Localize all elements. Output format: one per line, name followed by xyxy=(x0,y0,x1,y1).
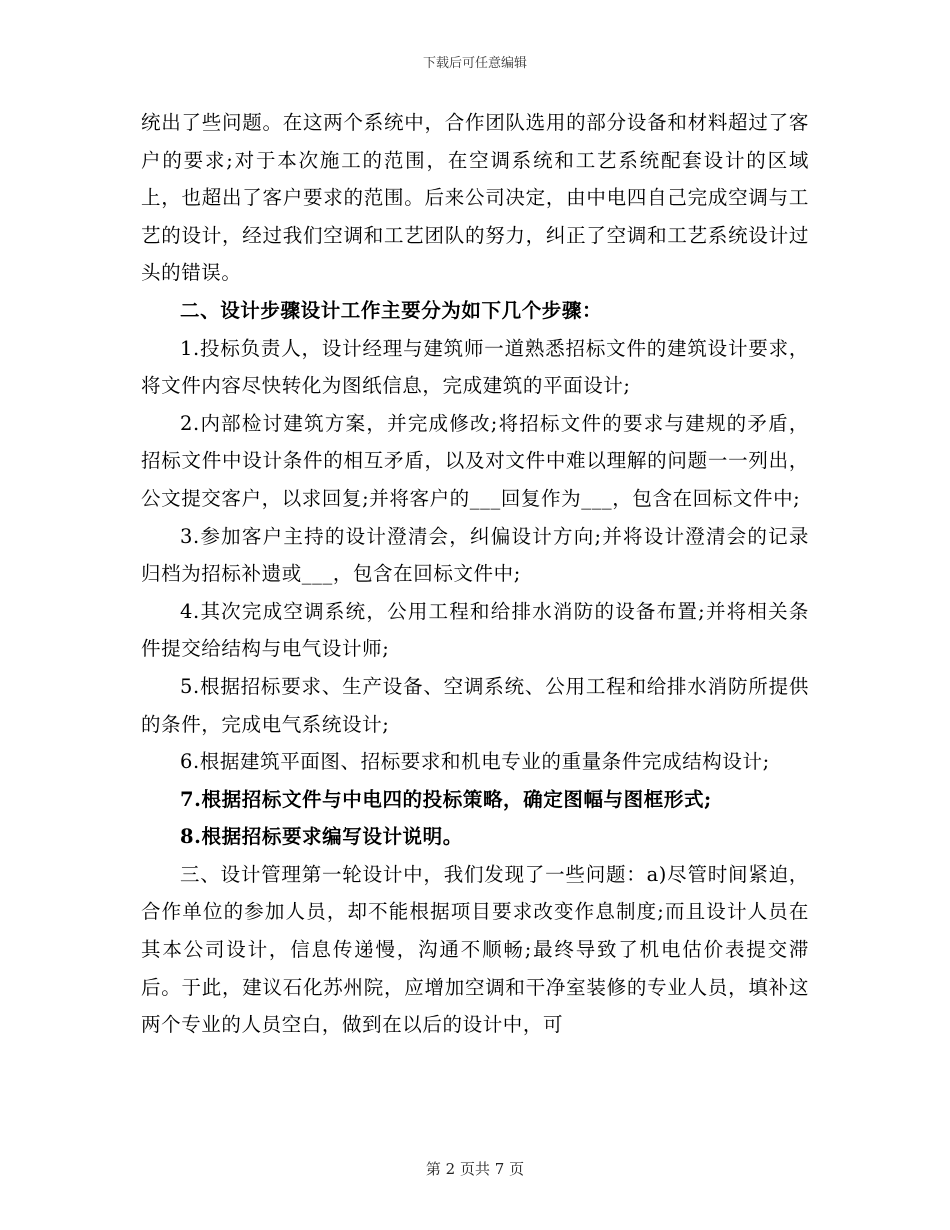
list-item-step-6: 6.根据建筑平面图、招标要求和机电专业的重量条件完成结构设计; xyxy=(180,750,770,774)
list-item-step-8: 8.根据招标要求编写设计说明。 xyxy=(180,825,463,849)
list-item-step-4: 4.其次完成空调系统，公用工程和给排水消防的设备布置;并将相关条件提交给结构与电气设计师; xyxy=(141,599,809,661)
list-item-step-3: 3.参加客户主持的设计澄清会，纠偏设计方向;并将设计澄清会的记录归档为招标补遗或___，包含在回标文件中; xyxy=(141,524,809,586)
section-heading-design-steps: 二、设计步骤设计工作主要分为如下几个步骤： xyxy=(180,298,603,322)
page-header: 下载后可任意编辑 xyxy=(422,56,527,71)
page-number: 第 2 页共 7 页 xyxy=(425,1160,525,1178)
list-item-step-1: 1.投标负责人，设计经理与建筑师一道熟悉招标文件的建筑设计要求，将文件内容尽快转化为图纸信息，完成建筑的平面设计; xyxy=(141,336,809,398)
document-body xyxy=(141,104,809,1044)
list-item-step-5: 5.根据招标要求、生产设备、空调系统、公用工程和给排水消防所提供的条件，完成电气系统设计; xyxy=(141,674,809,736)
paragraph-continuation: 统出了些问题。在这两个系统中，合作团队选用的部分设备和材料超过了客户的要求;对于本次施工的范围，在空调系统和工艺系统配套设计的区域上，也超出了客户要求的范围。后来公司决定，由中电四自己完成空调与工艺的设计，经过我们空调和工艺团队的努力，纠正了空调和工艺系统设计过头的错误。 xyxy=(141,111,809,285)
list-item-step-2: 2.内部检讨建筑方案，并完成修改;将招标文件的要求与建规的矛盾，招标文件中设计条件的相互矛盾，以及对文件中难以理解的问题一一列出，公文提交客户，以求回复;并将客户的___回复作为___，包含在回标文件中; xyxy=(141,411,809,510)
list-item-step-7: 7.根据招标文件与中电四的投标策略，确定图幅与图框形式; xyxy=(180,787,712,811)
section-design-management: 三、设计管理第一轮设计中，我们发现了一些问题：a)尽管时间紧迫，合作单位的参加人员，却不能根据项目要求改变作息制度;而且设计人员在其本公司设计，信息传递慢，沟通不顺畅;最终导致了机电估价表提交滞后。于此，建议石化苏州院，应增加空调和干净室装修的专业人员，填补这两个专业的人员空白，做到在以后的设计中，可 xyxy=(141,862,809,1037)
